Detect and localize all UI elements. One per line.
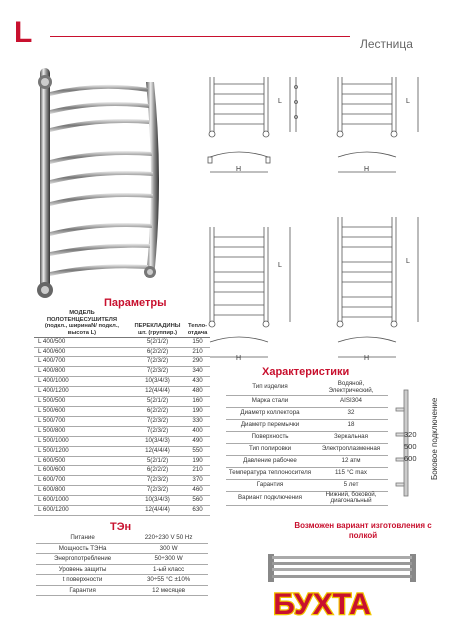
params-row (34, 466, 210, 476)
params-cell: 12(4/4/4) (130, 506, 185, 516)
dim-H-3: H (236, 355, 242, 362)
params-cell: 5(2/1/2) (130, 456, 185, 466)
params-cell: 370 (185, 476, 210, 486)
params-cell: L 400/500 (34, 337, 130, 347)
params-row (34, 367, 210, 377)
dim-H-1: H (236, 166, 242, 173)
params-cell: L 500/600 (34, 406, 130, 416)
ten-cell: 300 W (129, 543, 208, 554)
params-col-bars: ПЕРЕКЛАДИНЫ шт. (группир.) (134, 323, 181, 336)
dim-L-1: L (278, 98, 282, 105)
params-cell: 12(4/4/4) (130, 446, 185, 456)
bukhta-logo (247, 582, 397, 622)
ten-cell: Энергопотребление (36, 554, 129, 565)
params-cell: 190 (185, 406, 210, 416)
params-cell: 5(2/1/2) (130, 397, 185, 407)
params-cell: 460 (185, 486, 210, 496)
params-row (34, 397, 210, 407)
specs-table (226, 381, 388, 506)
params-cell: 10(3/4/3) (130, 436, 185, 446)
specs-cell: 12 атм (314, 455, 388, 467)
params-row (34, 476, 210, 486)
ten-row (36, 533, 208, 543)
ten-row (36, 585, 208, 596)
params-cell: L 600/700 (34, 476, 130, 486)
logo-text: БУХТА (273, 588, 371, 621)
ten-cell: Мощность ТЭНа (36, 543, 129, 554)
params-cell: L 500/1200 (34, 446, 130, 456)
ten-row (36, 554, 208, 565)
params-col-model: МОДЕЛЬ ПОЛОТЕНЦЕСУШИТЕЛЯ (подкл., ширинаN/ подкл., высота L) (44, 310, 120, 336)
params-cell: 400 (185, 426, 210, 436)
params-row (34, 446, 210, 456)
series-letter: L (14, 16, 33, 49)
params-cell: 7(2/3/2) (130, 367, 185, 377)
params-cell: L 500/500 (34, 397, 130, 407)
ten-table (36, 533, 208, 596)
specs-row (226, 479, 388, 491)
specs-row (226, 381, 388, 395)
params-cell: 150 (185, 337, 210, 347)
side-connection-label: Боковое подключение (430, 397, 439, 480)
specs-row (226, 419, 388, 431)
specs-cell: Температура теплоносителя (226, 467, 314, 479)
dim-L-4: L (406, 258, 410, 265)
params-cell: L 600/1000 (34, 496, 130, 506)
params-row (34, 347, 210, 357)
specs-cell: Гарантия (226, 479, 314, 491)
specs-row (226, 467, 388, 479)
params-title: Параметры (104, 297, 167, 309)
params-cell: L 500/1000 (34, 436, 130, 446)
specs-cell: Водяной, Электрический, (314, 381, 388, 395)
params-cell: L 400/1200 (34, 387, 130, 397)
params-row (34, 416, 210, 426)
specs-cell: Диаметр коллектора (226, 407, 314, 419)
params-cell: L 400/800 (34, 367, 130, 377)
params-row (34, 377, 210, 387)
ten-cell: 50÷300 W (129, 554, 208, 565)
params-row (34, 406, 210, 416)
params-cell: 480 (185, 387, 210, 397)
params-cell: 550 (185, 446, 210, 456)
params-cell: L 400/700 (34, 357, 130, 367)
params-row (34, 337, 210, 347)
params-cell: 340 (185, 367, 210, 377)
specs-cell: Марка стали (226, 395, 314, 407)
params-row (34, 357, 210, 367)
specs-title: Характеристики (262, 366, 350, 378)
params-row (34, 486, 210, 496)
specs-row (226, 491, 388, 506)
specs-cell: Тип полировки (226, 443, 314, 455)
params-row (34, 387, 210, 397)
specs-row (226, 443, 388, 455)
params-cell: 7(2/3/2) (130, 426, 185, 436)
params-cell: L 600/500 (34, 456, 130, 466)
ten-row (36, 564, 208, 575)
params-cell: L 400/600 (34, 347, 130, 357)
ten-cell: 1-ый класс (129, 564, 208, 575)
params-cell: 7(2/3/2) (130, 476, 185, 486)
ten-cell: Гарантия (36, 585, 129, 596)
params-table (34, 310, 210, 516)
specs-cell: Давление рабочее (226, 455, 314, 467)
shelf-photo (258, 548, 428, 584)
ten-cell: t поверхности (36, 575, 129, 586)
series-name: Лестница (360, 37, 413, 51)
params-cell: 7(2/3/2) (130, 486, 185, 496)
ten-cell: Питание (36, 533, 129, 543)
params-cell: 290 (185, 357, 210, 367)
dim-H-2: H (364, 166, 370, 173)
params-cell: 5(2/1/2) (130, 337, 185, 347)
params-cell: 490 (185, 436, 210, 446)
specs-cell: AISI304 (314, 395, 388, 407)
side-size-2: 500 (404, 442, 417, 451)
dim-H-4: H (364, 355, 370, 362)
params-cell: 7(2/3/2) (130, 416, 185, 426)
params-cell: 630 (185, 506, 210, 516)
params-cell: 6(2/2/2) (130, 466, 185, 476)
params-cell: L 600/600 (34, 466, 130, 476)
technical-drawings (200, 62, 450, 362)
drawing-front-1 (209, 77, 290, 137)
specs-cell: Электроплазменная (314, 443, 388, 455)
side-size-1: 320 (404, 430, 417, 439)
specs-cell: Диаметр перемычки (226, 419, 314, 431)
params-row (34, 456, 210, 466)
ten-row (36, 543, 208, 554)
dim-L-2: L (406, 98, 410, 105)
specs-cell: Вариант подключения (226, 491, 314, 506)
params-cell: L 600/800 (34, 486, 130, 496)
ten-cell: 12 месяцев (129, 585, 208, 596)
product-photo (28, 62, 178, 312)
ten-title: ТЭн (110, 521, 132, 533)
specs-row (226, 455, 388, 467)
params-cell: 10(3/4/3) (130, 496, 185, 506)
params-col-heat: Тепло-отдача (187, 323, 208, 336)
params-cell: 7(2/3/2) (130, 357, 185, 367)
params-row (34, 436, 210, 446)
specs-cell: Нижний, боковой, диагональный (314, 491, 388, 506)
params-cell: 210 (185, 466, 210, 476)
params-row (34, 506, 210, 516)
params-cell: 160 (185, 397, 210, 407)
header-divider (50, 36, 350, 37)
specs-cell: Поверхность (226, 431, 314, 443)
specs-cell: 32 (314, 407, 388, 419)
specs-cell: 115 °С max (314, 467, 388, 479)
params-cell: 10(3/4/3) (130, 377, 185, 387)
ten-cell: 220÷230 V 50 Hz (129, 533, 208, 543)
ten-row (36, 575, 208, 586)
specs-cell: 5 лет (314, 479, 388, 491)
params-cell: 12(4/4/4) (130, 387, 185, 397)
specs-row (226, 407, 388, 419)
params-cell: L 400/1000 (34, 377, 130, 387)
params-cell: 190 (185, 456, 210, 466)
params-cell: 560 (185, 496, 210, 506)
params-cell: 330 (185, 416, 210, 426)
ten-cell: Уровень защиты (36, 564, 129, 575)
specs-cell: 18 (314, 419, 388, 431)
params-row (34, 496, 210, 506)
dim-L-3: L (278, 262, 282, 269)
params-cell: 430 (185, 377, 210, 387)
params-cell: L 500/700 (34, 416, 130, 426)
params-cell: 6(2/2/2) (130, 406, 185, 416)
side-size-3: 600 (404, 454, 417, 463)
params-cell: L 600/1200 (34, 506, 130, 516)
params-cell: L 500/800 (34, 426, 130, 436)
specs-cell: Зеркальная (314, 431, 388, 443)
shelf-note: Возможен вариант изготовления с полкой (294, 521, 432, 540)
params-row (34, 426, 210, 436)
params-cell: 6(2/2/2) (130, 347, 185, 357)
ten-cell: 30÷55 °С ±10% (129, 575, 208, 586)
specs-row (226, 395, 388, 407)
specs-row (226, 431, 388, 443)
params-cell: 210 (185, 347, 210, 357)
specs-cell: Тип изделия (226, 381, 314, 395)
